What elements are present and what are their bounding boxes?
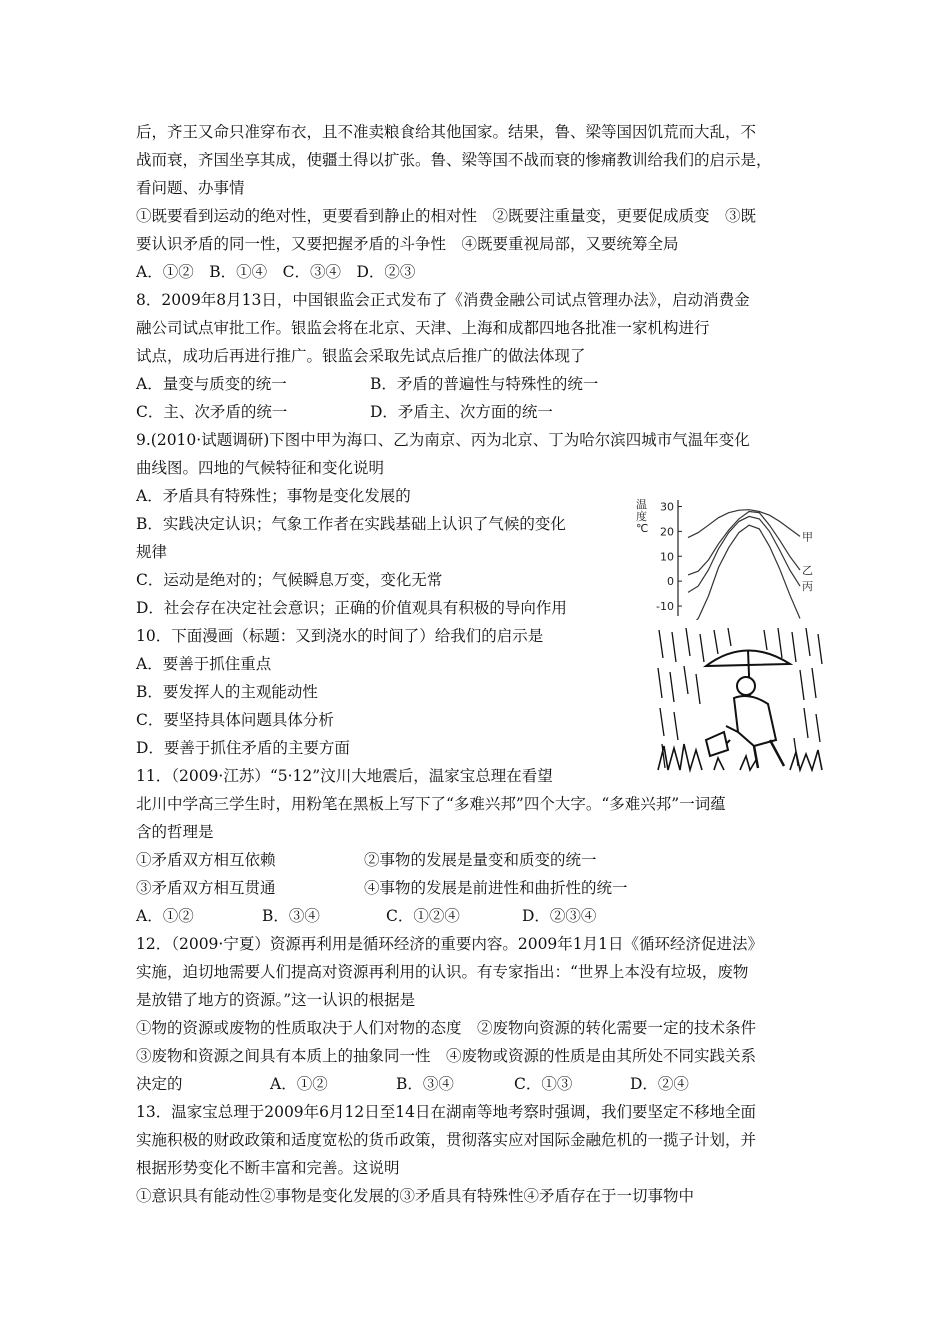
y-tick-label: 30 <box>660 500 674 514</box>
q9-line-2: 曲线图。四地的气候特征和变化说明 <box>136 459 385 477</box>
q9-option-d: D．社会存在决定社会意识；正确的价值观具有积极的导向作用 <box>136 599 567 617</box>
q7-statement-1: ①既要看到运动的绝对性，更要看到静止的相对性 ②既要注重量变，更要促成质变 ③既 <box>136 207 757 225</box>
q13-line-1: 13．温家宝总理于2009年6月12日至14日在湖南等地考察时强调，我们要坚定不移地全面 <box>136 1103 756 1121</box>
q11-option-b: B．③④ <box>262 907 320 925</box>
q12-line-2: 实施，迫切地需要人们提高对资源再利用的认识。有专家指出：“世界上本没有垃圾，废物 <box>136 963 749 981</box>
q9-option-a: A．矛盾具有特殊性；事物是变化发展的 <box>136 487 411 505</box>
q12-statement-2: ③废物和资源之间具有本质上的抽象同一性 ④废物或资源的性质是由其所处不同实践关系 <box>136 1047 757 1065</box>
q9-option-b-line-2: 规律 <box>136 543 168 561</box>
chart-y-label-3: ℃ <box>636 522 649 535</box>
q7-line-2: 战而衰，齐国坐享其成，使疆土得以扩张。鲁、梁等国不战而衰的惨痛教训给我们的启示是， <box>136 151 772 169</box>
q10-option-a: A．要善于抓住重点 <box>136 655 272 673</box>
q9-option-b-line-1: B．实践决定认识；气象工作者在实践基础上认识了气候的变化 <box>136 515 566 533</box>
y-tick-label: 10 <box>660 550 674 564</box>
q12-option-d: D．②④ <box>630 1075 689 1093</box>
q10-stem: 10．下面漫画（标题：又到浇水的时间了）给我们的启示是 <box>136 627 544 645</box>
q13-line-3: 根据形势变化不断丰富和完善。这说明 <box>136 1159 400 1177</box>
q7-options: A．①② B．①④ C．③④ D．②③ <box>136 263 416 281</box>
q7-statement-2: 要认识矛盾的同一性，又要把握矛盾的斗争性 ④既要重视局部，又要统筹全局 <box>136 235 679 253</box>
q8-option-a: A．量变与质变的统一 <box>136 375 287 393</box>
series-line-2 <box>688 512 800 575</box>
q13-statements: ①意识具有能动性②事物是变化发展的③矛盾具有特殊性④矛盾存在于一切事物中 <box>136 1187 695 1205</box>
q11-statement-3: ③矛盾双方相互贯通 <box>136 879 276 897</box>
q12-option-a: A．①② <box>270 1075 328 1093</box>
q12-option-c: C．①③ <box>514 1075 573 1093</box>
q10-option-b: B．要发挥人的主观能动性 <box>136 683 318 701</box>
q11-option-c: C．①②④ <box>386 907 460 925</box>
q9-option-c: C．运动是绝对的；气候瞬息万变，变化无常 <box>136 571 443 589</box>
q8-option-d: D．矛盾主、次方面的统一 <box>370 403 553 421</box>
series-line-4 <box>688 525 800 620</box>
q11-statement-1: ①矛盾双方相互依赖 <box>136 851 276 869</box>
q8-line-1: 8．2009年8月13日，中国银监会正式发布了《消费金融公司试点管理办法》，启动消费金 <box>136 291 750 309</box>
q11-statement-2: ②事物的发展是量变和质变的统一 <box>364 851 597 869</box>
q7-line-3: 看问题、办事情 <box>136 179 245 197</box>
series-label-1: 甲 <box>802 530 813 544</box>
q10-option-d: D．要善于抓住矛盾的主要方面 <box>136 739 350 757</box>
watering-cartoon-image <box>654 628 824 773</box>
q9-line-1: 9.(2010·试题调研)下图中甲为海口、乙为南京、丙为北京、丁为哈尔滨四城市气温年变化 <box>136 431 750 449</box>
series-label-3: 丙 <box>802 580 813 594</box>
q13-line-2: 实施积极的财政政策和适度宽松的货币政策，贯彻落实应对国际金融危机的一揽子计划，并 <box>136 1131 757 1149</box>
q12-line-1: 12．（2009·宁夏）资源再利用是循环经济的重要内容。2009年1月1日《循环经济促进法》 <box>136 935 764 953</box>
q11-line-3: 含的哲理是 <box>136 823 214 841</box>
q12-statement-1: ①物的资源或废物的性质取决于人们对物的态度 ②废物向资源的转化需要一定的技术条件 <box>136 1019 757 1037</box>
q8-line-3: 试点，成功后再进行推广。银监会采取先试点后推广的做法体现了 <box>136 347 586 365</box>
q11-option-d: D．②③④ <box>522 907 597 925</box>
q8-line-2: 融公司试点审批工作。银监会将在北京、天津、上海和成都四地各批准一家机构进行 <box>136 319 710 337</box>
q7-line-1: 后，齐王又命只准穿布衣，且不准卖粮食给其他国家。结果，鲁、梁等国因饥荒而大乱，不 <box>136 123 757 141</box>
y-tick-label: -10 <box>656 600 674 614</box>
q8-option-b: B．矛盾的普遍性与特殊性的统一 <box>370 375 599 393</box>
y-tick-label: 0 <box>667 575 674 589</box>
q11-option-a: A．①② <box>136 907 194 925</box>
q11-line-1: 11．（2009·江苏）“5·12”汶川大地震后，温家宝总理在看望 <box>136 767 553 785</box>
chart-y-label-1: 温 <box>636 498 647 511</box>
temperature-chart <box>624 494 820 620</box>
q11-statement-4: ④事物的发展是前进性和曲折性的统一 <box>364 879 628 897</box>
series-label-2: 乙 <box>802 563 813 577</box>
q10-option-c: C．要坚持具体问题具体分析 <box>136 711 334 729</box>
q12-option-b: B．③④ <box>396 1075 454 1093</box>
q11-line-2: 北川中学高三学生时，用粉笔在黑板上写下了“多难兴邦”四个大字。“多难兴邦”一词蕴 <box>136 795 726 813</box>
q8-option-c: C．主、次矛盾的统一 <box>136 403 288 421</box>
y-tick-label: 20 <box>660 525 674 539</box>
series-line-1 <box>688 510 800 538</box>
chart-y-label-2: 度 <box>636 510 647 523</box>
q12-statement-3: 决定的 <box>136 1075 183 1093</box>
q12-line-3: 是放错了地方的资源。”这一认识的根据是 <box>136 991 416 1009</box>
chart-series <box>688 510 800 620</box>
chart-series-labels <box>802 530 813 593</box>
